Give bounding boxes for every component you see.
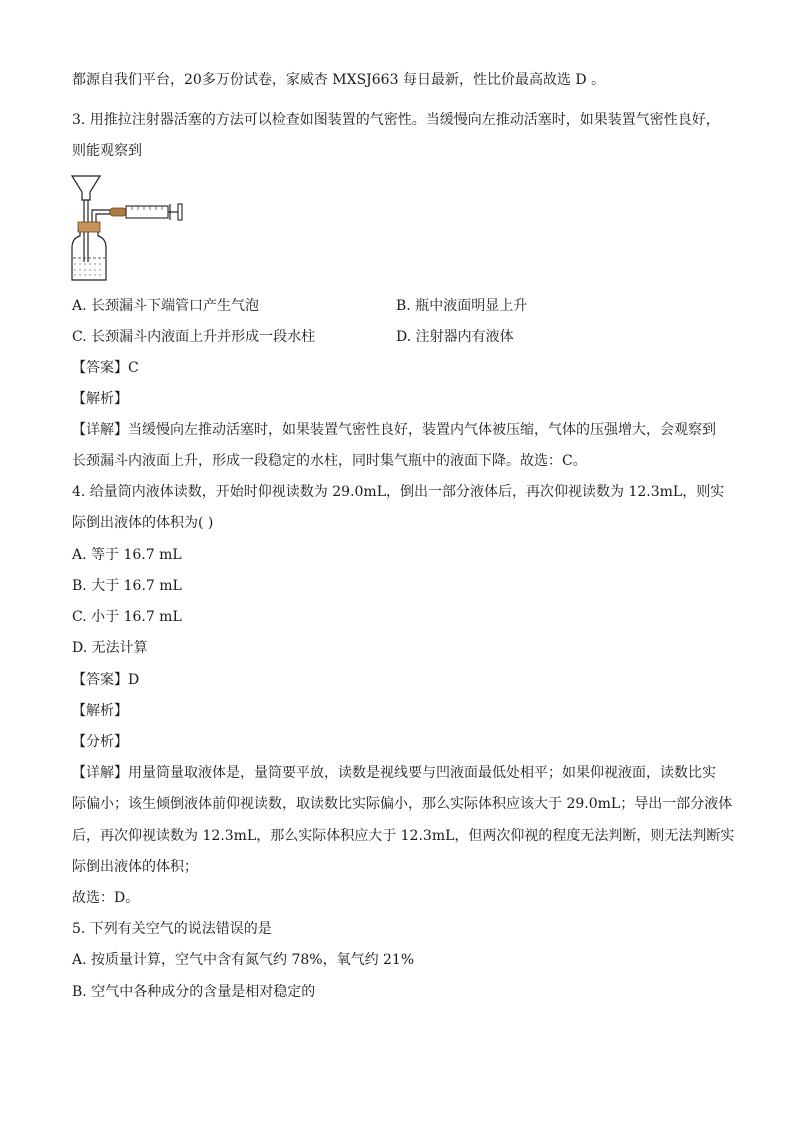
question-3-stem-line1: 3. 用推拉注射器活塞的方法可以检查如图装置的气密性。当缓慢向左推动活塞时，如果装置气密性良好，: [72, 112, 720, 128]
question-4-fenxi-label: 【分析】: [72, 734, 128, 750]
question-3-option-b: B. 瓶中液面明显上升: [396, 298, 528, 314]
question-4-conclusion: 故选：D。: [72, 890, 140, 906]
question-3-detail-line1: 【详解】当缓慢向左推动活塞时，如果装置气密性良好，装置内气体被压缩，气体的压强增大，会观察到: [72, 422, 716, 438]
rubber-connector: [110, 208, 126, 216]
question-4-stem-line2: 际倒出液体的体积为( ): [72, 515, 214, 531]
funnel-cup: [72, 176, 100, 200]
question-4-stem-line1: 4. 给量筒内液体读数，开始时仰视读数为 29.0mL，倒出一部分液体后，再次仰视读数为 12.3mL，则实: [72, 484, 725, 500]
question-5-option-a: A. 按质量计算，空气中含有氮气约 78%，氧气约 21%: [72, 952, 415, 968]
question-3-detail-line2: 长颈漏斗内液面上升，形成一段稳定的水柱，同时集气瓶中的液面下降。故选：C。: [72, 453, 587, 469]
question-3-option-c: C. 长颈漏斗内液面上升并形成一段水柱: [72, 329, 316, 345]
text-line-intro: 都源自我们平台，20多万份试卷，家威杏 MXSJ663 每日最新，性比价最高故选 D 。: [72, 72, 606, 88]
bottle-stopper: [78, 222, 100, 232]
question-3-analysis-label: 【解析】: [72, 391, 128, 407]
question-3-answer: 【答案】C: [72, 360, 139, 376]
question-3-option-a: A. 长颈漏斗下端管口产生气泡: [72, 298, 260, 314]
question-4-analysis-label: 【解析】: [72, 703, 128, 719]
question-4-detail-line4: 际倒出液体的体积；: [72, 859, 198, 875]
question-4-detail-line3: 后，再次仰视读数为 12.3mL，那么实际体积应大于 12.3mL，但两次仰视的程度无法判断，则无法判断实: [72, 828, 735, 844]
question-5-stem: 5. 下列有关空气的说法错误的是: [72, 921, 272, 937]
question-3-stem-line2: 则能观察到: [72, 143, 142, 159]
question-5-option-b: B. 空气中各种成分的含量是相对稳定的: [72, 984, 316, 1000]
question-4-option-d: D. 无法计算: [72, 640, 148, 656]
question-4-detail-line1: 【详解】用量筒量取液体是，量筒要平放，读数是视线要与凹液面最低处相平；如果仰视液面，读数比实: [72, 765, 716, 781]
question-4-option-b: B. 大于 16.7 mL: [72, 578, 182, 594]
question-4-detail-line2: 际偏小；该生倾倒液体前仰视读数，取读数比实际偏小，那么实际体积应该大于 29.0mL；导出一部分液体: [72, 796, 733, 812]
question-3-option-d: D. 注射器内有液体: [396, 329, 514, 345]
question-4-option-a: A. 等于 16.7 mL: [72, 547, 182, 563]
question-4-option-c: C. 小于 16.7 mL: [72, 609, 182, 625]
outlet-tube: [92, 210, 110, 222]
apparatus-diagram: [66, 170, 188, 286]
gas-bottle: [72, 232, 106, 280]
question-4-answer: 【答案】D: [72, 672, 140, 688]
